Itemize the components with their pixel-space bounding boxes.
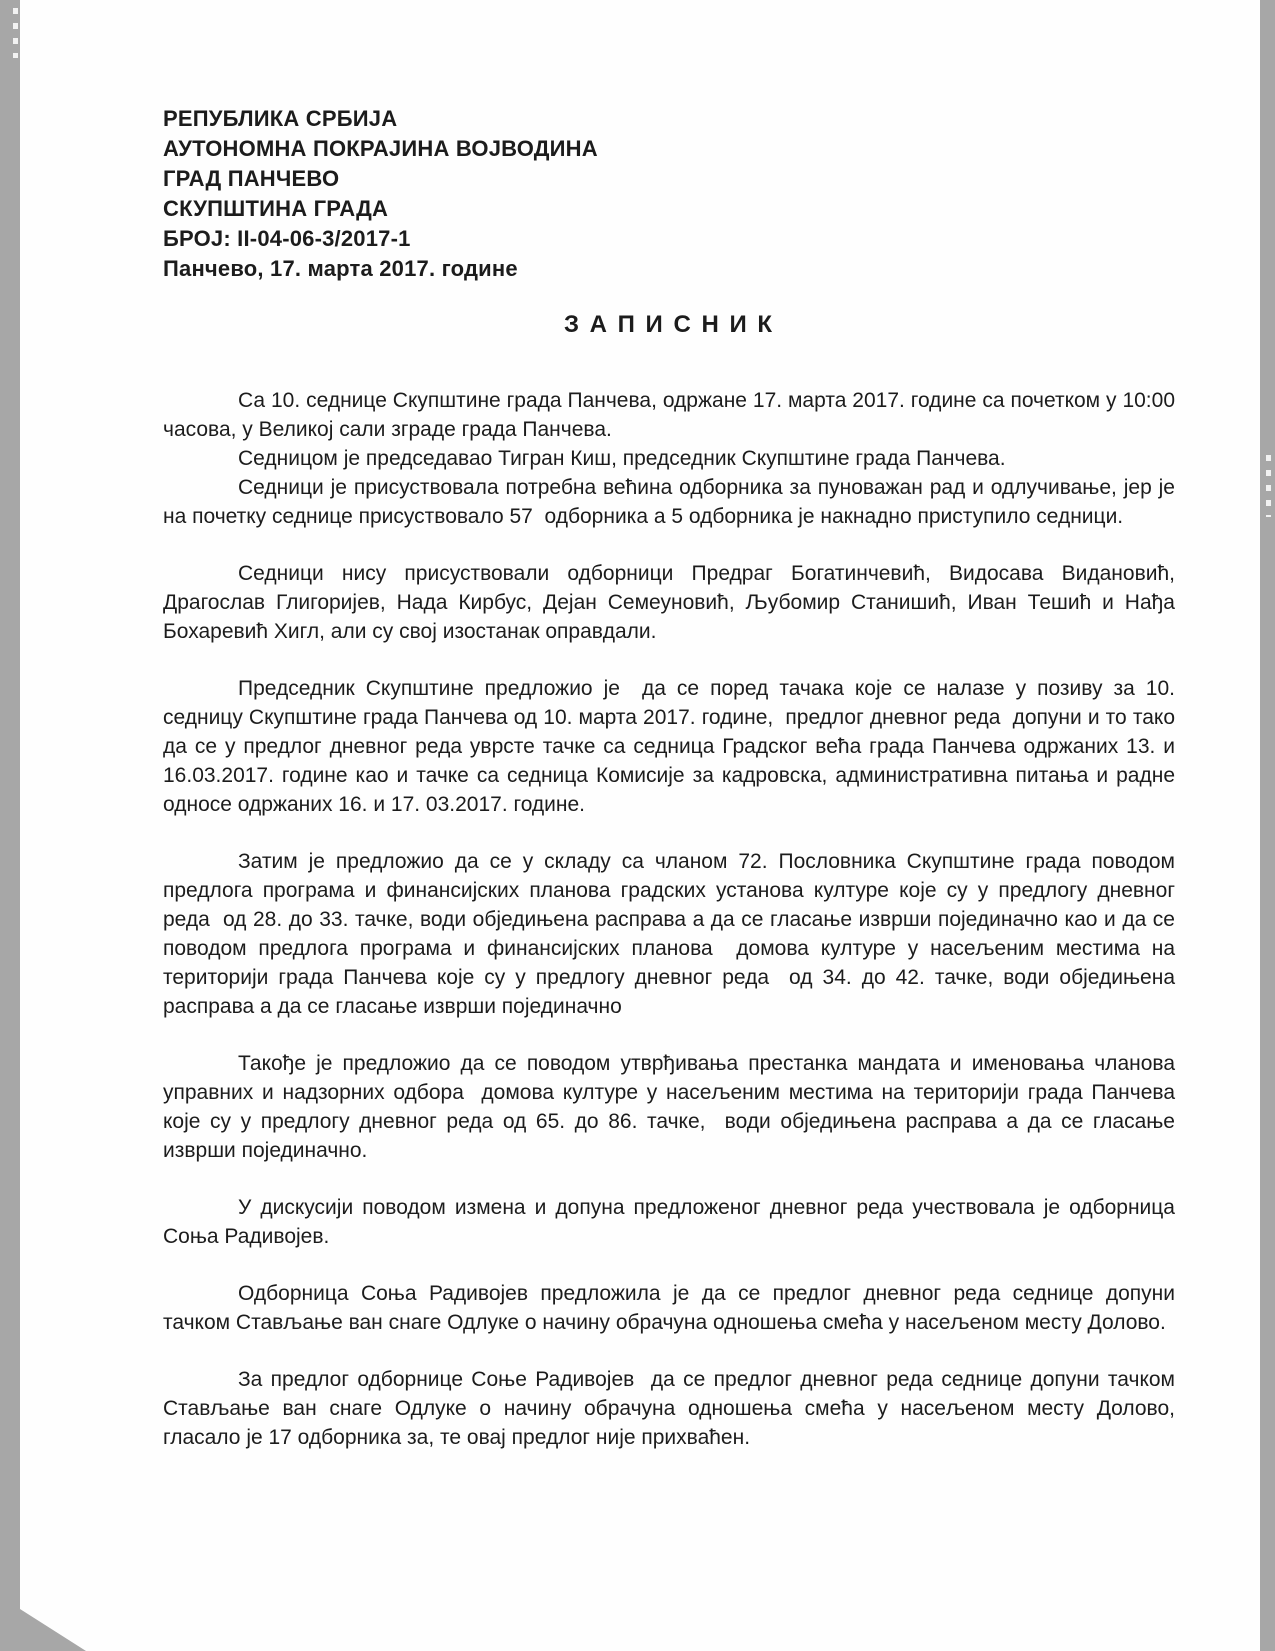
header-line-province: АУТОНОМНА ПОКРАЈИНА ВОЈВОДИНА: [163, 136, 598, 161]
scan-edge-right: [1260, 0, 1275, 1651]
document-content: [163, 104, 1187, 1452]
para-discussion-participants: У дискусији поводом измена и допуна предложеног дневног реда учествовала је одборница Соња Радивојев.: [163, 1196, 1187, 1248]
document-header: [163, 104, 1175, 284]
para-joint-debate-culture-programs: Затим је предложио да се у складу са чланом 72. Пословника Скупштине града поводом предлога програма и финансијских планова градских установа културе које су у предлогу дневног реда од 28. до 33. тачке, води обједињена расправа а да се гласање изврши појединачно као и да се поводом предлога програма и финансијских планова домова културе у насељеним местима на територији града Панчева које су у предлогу дневног реда од 34. до 42. тачке, води обједињена расправа а да се гласање изврши појединачно: [163, 850, 1187, 1018]
para-quorum: Седници је присуствовала потребна већина одборника за пуноважан рад и одлучивање, јер је на почетку седнице присуствовало 57 одборника а 5 одборника је накнадно приступило седници.: [163, 476, 1181, 528]
para-joint-debate-mandates: Такође је предложио да се поводом утврђивања престанка мандата и именовања чланова управних и надзорних одбора домова културе у насељеним местима на територији града Панчева које су у предлогу дневног реда од 65. до 86. тачке, води обједињена расправа а да се гласање изврши појединачно.: [163, 1052, 1181, 1162]
header-line-city: ГРАД ПАНЧЕВО: [163, 166, 340, 191]
scan-scratch-left: [13, 8, 18, 58]
para-radivojev-proposal: Одборница Соња Радивојев предложила је да се предлог дневног реда седнице допуни тачком Стављање ван снаге Одлуке о начину обрачуна одношења смећа у насељеном месту Долово.: [163, 1282, 1181, 1334]
para-chairman: Седницом је председавао Тигран Киш, председник Скупштине града Панчева.: [238, 447, 1006, 470]
header-line-assembly: СКУПШТИНА ГРАДА: [163, 196, 389, 221]
para-session-opening: Са 10. седнице Скупштине града Панчева, одржане 17. марта 2017. године са почетком у 10:00 часова, у Великој сали зграде града Панчева.: [163, 389, 1181, 441]
header-line-number: БРОЈ: II-04-06-3/2017-1: [163, 226, 411, 251]
scan-scratch-right: [1266, 455, 1271, 517]
header-line-republic: РЕПУБЛИКА СРБИЈА: [163, 106, 398, 131]
scan-corner-artifact: [20, 1609, 86, 1651]
document-title: З А П И С Н И К: [563, 311, 775, 338]
para-absent-members: Седници нису присуствовали одборници Предраг Богатинчевић, Видосава Видановић, Драгослав Глигоријев, Нада Кирбус, Дејан Семеуновић, Љубомир Станишић, Иван Тешић и Нађа Бохаревић Хигл, али су свој изостанак оправдали.: [163, 562, 1181, 643]
scan-edge-left: [0, 0, 20, 1651]
para-agenda-supplement-proposal: Председник Скупштине предложио је да се поред тачака које се налазе у позиву за 10. седницу Скупштине града Панчева од 10. марта 2017. године, предлог дневног реда допуни и то тако да се у предлог дневног реда уврсте тачке са седница Градског већа града Панчева одржаних 13. и 16.03.2017. године као и тачке са седница Комисије за кадровска, административна питања и радне односе одржаних 16. и 17. 03.2017. године.: [163, 677, 1181, 816]
para-vote-result: За предлог одборнице Соње Радивојев да се предлог дневног реда седнице допуни тачком Стављање ван снаге Одлуке о начину обрачуна одношења смећа у насељеном месту Долово, гласало је 17 одборника за, те овај предлог није прихваћен.: [163, 1368, 1181, 1449]
header-line-date: Панчево, 17. марта 2017. године: [163, 256, 518, 281]
